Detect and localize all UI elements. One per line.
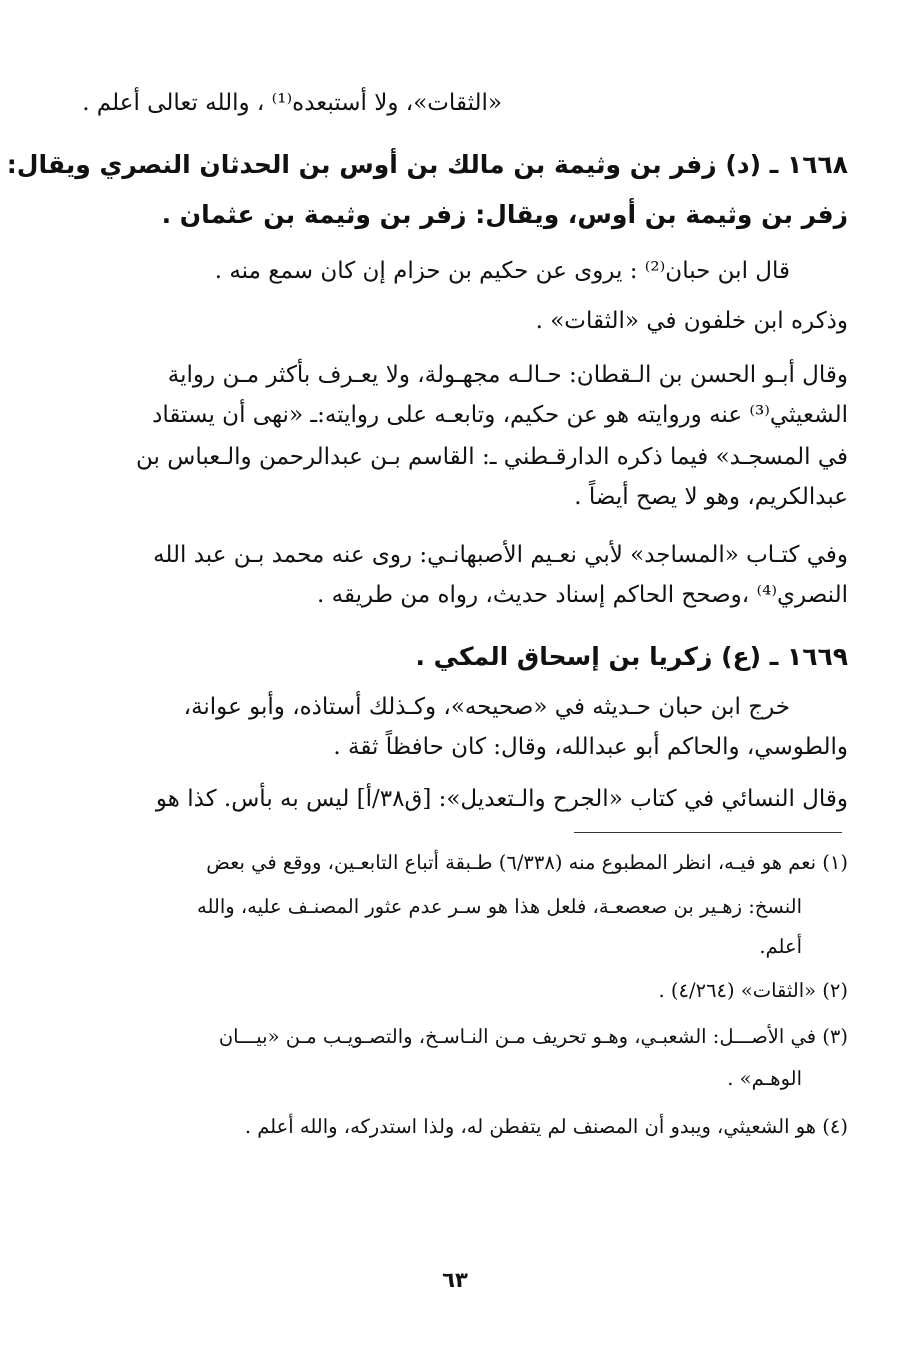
text-zakariya-line-2: والطوسي، والحاكم أبو عبدالله، وقال: كان حافظاً ثقة . xyxy=(333,734,848,760)
text-zakariya-line-1: خرج ابن حبان حـديثه في «صحيحه»، وكـذلك أستاذه، وأبو عوانة، xyxy=(183,694,790,720)
text-line-thiqat: «الثقات»، ولا أستبعده⁽¹⁾ ، والله تعالى أعلم . xyxy=(82,90,502,116)
footnote-1-line-1: (١) نعم هو فيـه، انظر المطبوع منه (٦/٣٣٨) طـبقة أتباع التابعـين، ووقع في بعض xyxy=(206,851,848,874)
text-qattan-line-4: عبدالكريم، وهو لا يصح أيضاً . xyxy=(574,484,848,510)
footnote-1-line-3: أعلم. xyxy=(759,935,802,958)
entry-1669-heading: ١٦٦٩ ـ (ع) زكريا بن إسحاق المكي . xyxy=(415,642,848,671)
text-qattan-line-3: في المسجـد» فيما ذكره الدارقـطني ـ: القاسم بـن عبدالرحمن والـعباس بن xyxy=(136,444,848,470)
footnote-3-line-1: (٣) في الأصـــل: الشعبـي، وهـو تحريف مـن النـاسـخ، والتصـويـب مـن «بيـــان xyxy=(218,1025,848,1048)
text-masajid-line-1: وفي كتـاب «المساجد» لأبي نعـيم الأصبهانـي: روى عنه محمد بـن عبد الله xyxy=(153,542,848,568)
footnote-2: (٢) «الثقات» (٤/٢٦٤) . xyxy=(658,979,848,1002)
footnote-3-line-2: الوهـم» . xyxy=(727,1067,802,1090)
page-number: ٦٣ xyxy=(442,1268,468,1292)
text-qattan-line-2: الشعيثي⁽³⁾ عنه وروايته هو عن حكيم، وتابعـه على روايته:ـ «نهى أن يستقاد xyxy=(152,402,848,428)
footnote-4: (٤) هو الشعيثي، ويبدو أن المصنف لم يتفطن له، ولذا استدركه، والله أعلم . xyxy=(244,1115,848,1138)
entry-1668-heading-line-1: ١٦٦٨ ـ (د) زفر بن وثيمة بن مالك بن أوس بن الحدثان النصري ويقال: xyxy=(6,150,848,179)
text-ibn-hibban: قال ابن حبان⁽²⁾ : يروى عن حكيم بن حزام إن كان سمع منه . xyxy=(214,258,790,284)
text-masajid-line-2: النصري⁽⁴⁾ ،وصحح الحاكم إسناد حديث، رواه من طريقه . xyxy=(317,582,848,608)
text-qattan-line-1: وقال أبـو الحسن بن الـقطان: حـالـه مجهـولة، ولا يعـرف بأكثر مـن رواية xyxy=(167,362,848,388)
entry-1668-heading-line-2: زفر بن وثيمة بن أوس، ويقال: زفر بن وثيمة بن عثمان . xyxy=(161,200,848,229)
text-nasai-line-1: وقال النسائي في كتاب «الجرح والـتعديل»: [ق٣٨/أ] ليس به بأس. كذا هو xyxy=(155,786,848,812)
footnote-divider xyxy=(574,832,842,833)
text-ibn-khalfun: وذكره ابن خلفون في «الثقات» . xyxy=(535,308,848,334)
footnote-1-line-2: النسخ: زهـير بن صعصعـة، فلعل هذا هو سـر عدم عثور المصنـف عليه، والله xyxy=(197,895,802,918)
